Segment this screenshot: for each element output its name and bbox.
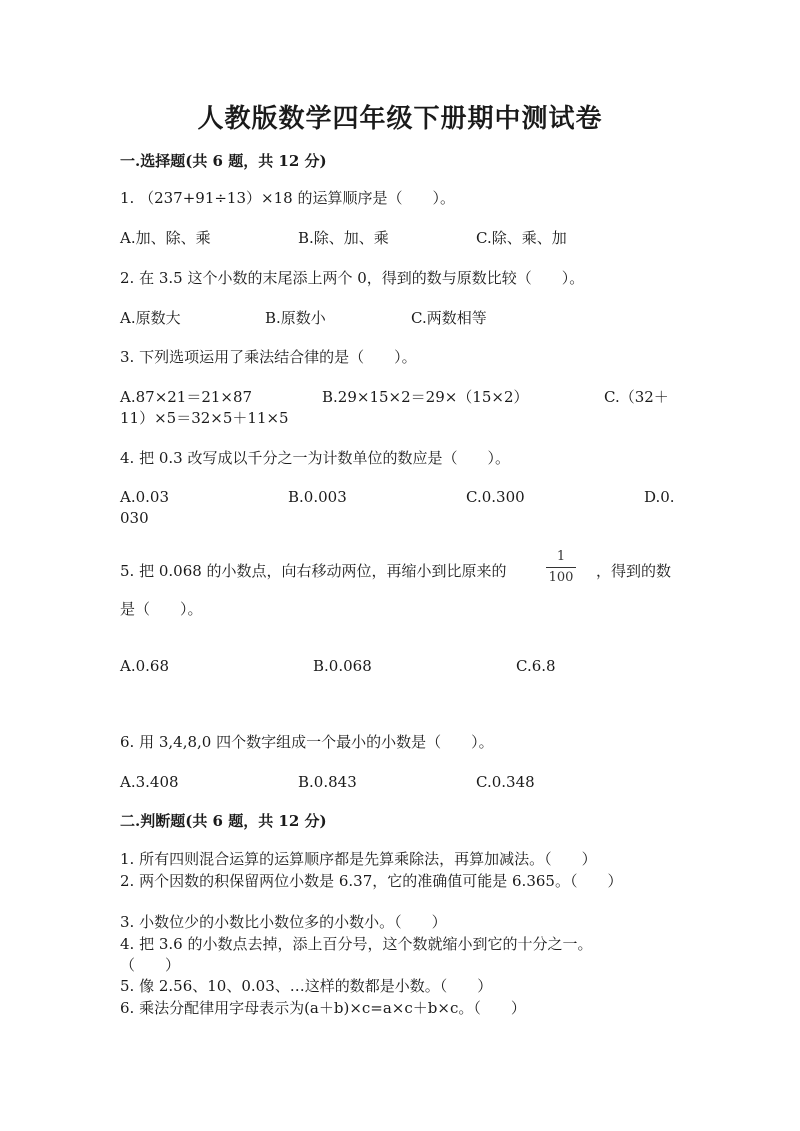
question-6-stem: 6. 用 3,4,8,0 四个数字组成一个最小的小数是（ ）。 xyxy=(120,733,494,751)
judge-item-3: 3. 小数位少的小数比小数位多的小数小。（ ） xyxy=(120,913,447,931)
question-4-option-d-continued: 030 xyxy=(120,509,149,527)
question-5-stem-after: ，得到的数 xyxy=(596,562,672,580)
question-2-option-b: B.原数小 xyxy=(265,309,326,327)
question-3-option-c: C.（32＋ xyxy=(604,388,669,406)
question-1-option-a: A.加、除、乘 xyxy=(120,229,211,247)
question-6-option-b: B.0.843 xyxy=(298,773,357,791)
judge-item-4-blank: （ ） xyxy=(120,956,181,974)
judge-item-2: 2. 两个因数的积保留两位小数是 6.37，它的准确值可能是 6.365。（ ） xyxy=(120,872,623,890)
question-5-stem-line2: 是（ ）。 xyxy=(120,600,203,618)
question-5-stem-before: 5. 把 0.068 的小数点，向右移动两位，再缩小到比原来的 xyxy=(120,562,507,580)
page-title: 人教版数学四年级下册期中测试卷 xyxy=(197,104,603,134)
question-1-stem: 1. （237+91÷13）×18 的运算顺序是（ ）。 xyxy=(120,189,455,207)
question-6-option-c: C.0.348 xyxy=(476,773,535,791)
question-5-option-a: A.0.68 xyxy=(120,657,169,675)
question-5-option-c: C.6.8 xyxy=(516,657,556,675)
section-heading-true-false: 二.判断题(共 6 题，共 12 分) xyxy=(120,812,327,830)
question-5-option-b: B.0.068 xyxy=(313,657,372,675)
question-1-option-c: C.除、乘、加 xyxy=(476,229,567,247)
question-3-stem: 3. 下列选项运用了乘法结合律的是（ ）。 xyxy=(120,348,417,366)
fraction-numerator: 1 xyxy=(556,549,566,564)
question-4-option-a: A.0.03 xyxy=(120,488,169,506)
question-2-option-a: A.原数大 xyxy=(120,309,181,327)
question-3-option-b: B.29×15×2＝29×（15×2） xyxy=(322,388,529,406)
judge-item-6: 6. 乘法分配律用字母表示为(a＋b)×c=a×c＋b×c。（ ） xyxy=(120,999,526,1017)
question-3-option-a: A.87×21＝21×87 xyxy=(120,388,253,406)
fraction-denominator: 100 xyxy=(548,570,574,585)
question-4-option-c: C.0.300 xyxy=(466,488,525,506)
question-1-option-b: B.除、加、乘 xyxy=(298,229,389,247)
question-6-option-a: A.3.408 xyxy=(120,773,179,791)
judge-item-4: 4. 把 3.6 的小数点去掉，添上百分号，这个数就缩小到它的十分之一。 xyxy=(120,935,593,953)
fraction-one-hundredth xyxy=(546,548,576,587)
question-3-option-c-continued: 11）×5＝32×5＋11×5 xyxy=(120,409,289,427)
fraction-bar xyxy=(546,567,576,568)
question-4-option-b: B.0.003 xyxy=(288,488,347,506)
question-4-option-d: D.0. xyxy=(644,488,675,506)
question-4-stem: 4. 把 0.3 改写成以千分之一为计数单位的数应是（ ）。 xyxy=(120,449,510,467)
section-heading-choice: 一.选择题(共 6 题，共 12 分) xyxy=(120,152,327,170)
question-2-stem: 2. 在 3.5 这个小数的末尾添上两个 0，得到的数与原数比较（ ）。 xyxy=(120,269,585,287)
question-2-option-c: C.两数相等 xyxy=(411,309,487,327)
judge-item-1: 1. 所有四则混合运算的运算顺序都是先算乘除法，再算加减法。（ ） xyxy=(120,850,597,868)
judge-item-5: 5. 像 2.56、10、0.03、…这样的数都是小数。（ ） xyxy=(120,977,493,995)
